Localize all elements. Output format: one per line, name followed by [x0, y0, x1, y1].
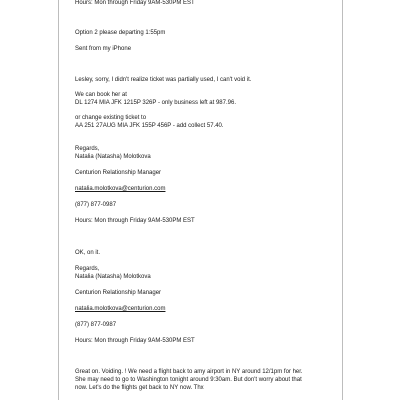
- signature-name-line: Natalia (Natasha) Molotkova: [75, 154, 151, 160]
- signature-email-link[interactable]: natalia.molotkova@centurion.com: [75, 306, 166, 312]
- signature-hours-line: Hours: Mon through Friday 9AM-530PM EST: [75, 338, 195, 344]
- option-reply-line: Option 2 please departing 1:55pm: [75, 30, 166, 36]
- book-flight-line: DL 1274 MIA JFK 1215P 326P - only business left at 987.96.: [75, 100, 236, 106]
- signature-phone-line: (877) 877-0987: [75, 322, 117, 328]
- right-margin-rule: [342, 0, 343, 400]
- sent-from-line: Sent from my iPhone: [75, 46, 132, 52]
- request-line-1: Great on. Voiding. ! We need a flight back to amy airport in NY around 12/1pm for her.: [75, 369, 303, 375]
- left-margin-rule: [58, 0, 59, 400]
- signature-hours-line: Hours: Mon through Friday 9AM-530PM EST: [75, 218, 195, 224]
- signature-phone-line: (877) 877-0987: [75, 202, 117, 208]
- regards-line: Regards,: [75, 146, 100, 152]
- signature-name-line: Natalia (Natasha) Molotkova: [75, 274, 151, 280]
- signature-hours-line: Hours: Mon through Friday 9AM-530PM EST: [75, 0, 195, 6]
- apology-line: Lesley, sorry, I didn't realize ticket was partially used, I can't void it.: [75, 77, 252, 83]
- request-line-3: now. Let's do the flights get back to NY now. Thx: [75, 385, 204, 391]
- signature-title-line: Centurion Relationship Manager: [75, 290, 162, 296]
- signature-email-link[interactable]: natalia.molotkova@centurion.com: [75, 186, 166, 192]
- signature-title-line: Centurion Relationship Manager: [75, 170, 162, 176]
- regards-line: Regards,: [75, 266, 100, 272]
- book-intro-line: We can book her at: [75, 92, 127, 98]
- ok-reply-line: OK, on it.: [75, 250, 101, 256]
- change-flight-line: AA 251 27AUG MIA JFK 155P 456P - add collect 57.40.: [75, 123, 224, 129]
- change-intro-line: or change existing ticket to: [75, 115, 147, 121]
- request-line-2: She may need to go to Washington tonight around 9:30am. But don't worry about that: [75, 377, 302, 383]
